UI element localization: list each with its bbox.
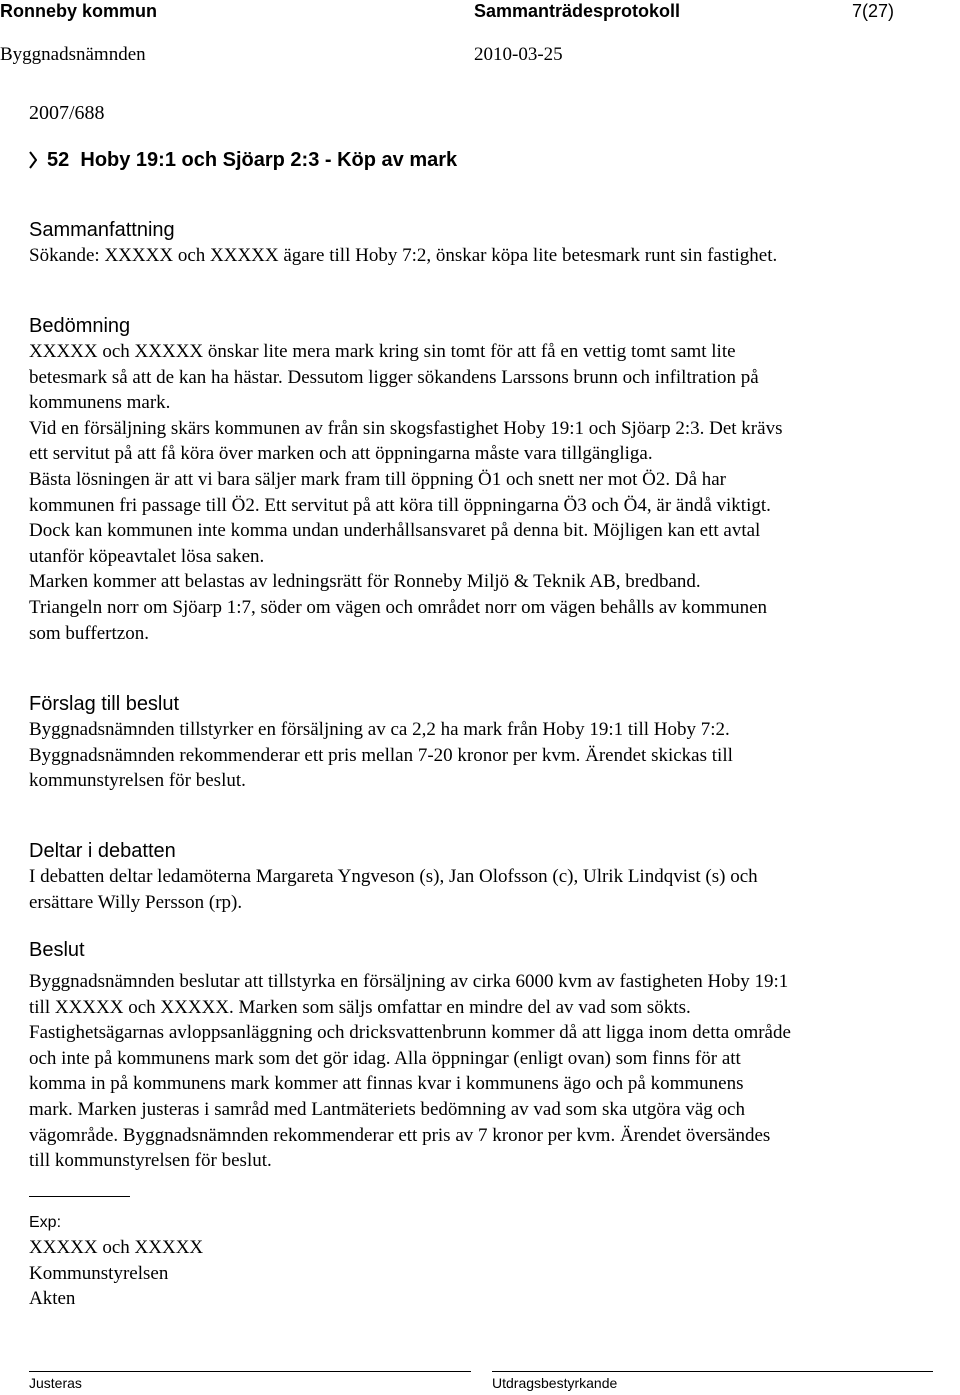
forslag-text bbox=[29, 717, 939, 794]
beslut-heading: Beslut bbox=[29, 939, 85, 961]
debatt-heading: Deltar i debatten bbox=[29, 840, 176, 862]
recipient-item: Akten bbox=[29, 1288, 76, 1310]
beslut-text bbox=[29, 969, 939, 1174]
footer-utdrag-line bbox=[492, 1371, 933, 1372]
text-line: och inte på kommunens mark som det gör idag. Alla öppningar (enligt ovan) som finns för att bbox=[29, 1047, 741, 1069]
text-line: kommunstyrelsen för beslut. bbox=[29, 770, 246, 792]
text-line: Vid en försäljning skärs kommunen av från sin skogsfastighet Hoby 19:1 och Sjöarp 2:3. Det krävs bbox=[29, 417, 783, 439]
signature-divider bbox=[29, 1196, 130, 1197]
sammanfattning-text bbox=[29, 243, 939, 269]
footer-justeras-line bbox=[29, 1371, 471, 1372]
expedition-recipients bbox=[29, 1235, 939, 1312]
text-line: kommunen fri passage till Ö2. Ett servitut på att köra till öppningarna Ö3 och Ö4, är ändå viktigt. bbox=[29, 494, 771, 516]
text-line: till XXXXX och XXXXX. Marken som säljs omfattar en mindre del av vad som sökts. bbox=[29, 996, 691, 1018]
text-line: vägområde. Byggnadsnämnden rekommenderar ett pris av 7 kronor per kvm. Ärendet översändes bbox=[29, 1124, 771, 1146]
section-title bbox=[29, 147, 457, 173]
header-page-number: 7(27) bbox=[852, 1, 895, 21]
text-line: till kommunstyrelsen för beslut. bbox=[29, 1150, 272, 1172]
debatt-text bbox=[29, 864, 939, 915]
recipient-item: XXXXX och XXXXX bbox=[29, 1237, 204, 1258]
text-line: Triangeln norr om Sjöarp 1:7, söder om vägen och området norr om vägen behålls av kommunen bbox=[29, 596, 768, 618]
footer-justeras-label: Justeras bbox=[29, 1375, 82, 1391]
bedomning-text bbox=[29, 339, 939, 646]
bedomning-heading: Bedömning bbox=[29, 315, 131, 337]
text-line: Dock kan kommunen inte komma undan underhållsansvaret på denna bit. Möjligen kan ett avtal bbox=[29, 520, 761, 542]
case-number: 2007/688 bbox=[29, 102, 105, 124]
text-line: I debatten deltar ledamöterna Margareta Yngveson (s), Jan Olofsson (c), Ulrik Lindqvist (s) och bbox=[29, 866, 758, 887]
text-line: Bästa lösningen är att vi bara säljer mark fram till öppning Ö1 och snett ner mot Ö2. Då har bbox=[29, 468, 727, 490]
header-committee: Byggnadsnämnden bbox=[0, 44, 146, 65]
text-line: ersättare Willy Persson (rp). bbox=[29, 891, 243, 913]
recipient-item: Kommunstyrelsen bbox=[29, 1262, 169, 1284]
text-line: kommunens mark. bbox=[29, 392, 171, 414]
header-organization: Ronneby kommun bbox=[0, 1, 158, 21]
section-marker-icon bbox=[29, 147, 37, 170]
text-line: XXXXX och XXXXX önskar lite mera mark kring sin tomt för att få en vettig tomt samt lite bbox=[29, 341, 736, 362]
text-line: betesmark så att de kan ha hästar. Dessutom ligger sökandens Larssons brunn och infiltration på bbox=[29, 366, 759, 388]
footer-utdrag-label: Utdragsbestyrkande bbox=[492, 1375, 618, 1391]
text-line: Fastighetsägarnas avloppsanläggning och dricksvattenbrunn kommer då att ligga inom detta område bbox=[29, 1022, 791, 1044]
section-heading-text: Hoby 19:1 och Sjöarp 2:3 - Köp av mark bbox=[80, 149, 458, 171]
text-line: som buffertzon. bbox=[29, 622, 149, 644]
text-line: komma in på kommunens mark kommer att finnas kvar i kommunens ägo och på kommunens bbox=[29, 1073, 744, 1095]
text-line: Marken kommer att belastas av ledningsrätt för Ronneby Miljö & Teknik AB, bredband. bbox=[29, 571, 701, 593]
section-number: 52 bbox=[47, 149, 70, 171]
text-line: Sökande: XXXXX och XXXXX ägare till Hoby 7:2, önskar köpa lite betesmark runt sin fastighet. bbox=[29, 245, 778, 266]
text-line: ett servitut på att få köra över marken och att öppningarna måste vara tillgängliga. bbox=[29, 443, 653, 465]
text-line: mark. Marken justeras i samråd med Lantmäteriets bedömning av vad som ska utgöra väg och bbox=[29, 1098, 745, 1120]
text-line: Byggnadsnämnden tillstyrker en försäljning av ca 2,2 ha mark från Hoby 19:1 till Hoby 7:2. bbox=[29, 719, 730, 740]
forslag-heading: Förslag till beslut bbox=[29, 693, 180, 715]
header-date: 2010-03-25 bbox=[474, 44, 563, 65]
sammanfattning-heading: Sammanfattning bbox=[29, 219, 175, 241]
text-line: utanför köpeavtalet lösa saken. bbox=[29, 545, 265, 567]
header-document-type: Sammanträdesprotokoll bbox=[474, 1, 681, 21]
text-line: Byggnadsnämnden beslutar att tillstyrka en försäljning av cirka 6000 kvm av fastigheten Hoby 19:1 bbox=[29, 971, 789, 992]
text-line: Byggnadsnämnden rekommenderar ett pris mellan 7-20 kronor per kvm. Ärendet skickas till bbox=[29, 744, 733, 766]
expedition-label: Exp: bbox=[29, 1214, 62, 1231]
